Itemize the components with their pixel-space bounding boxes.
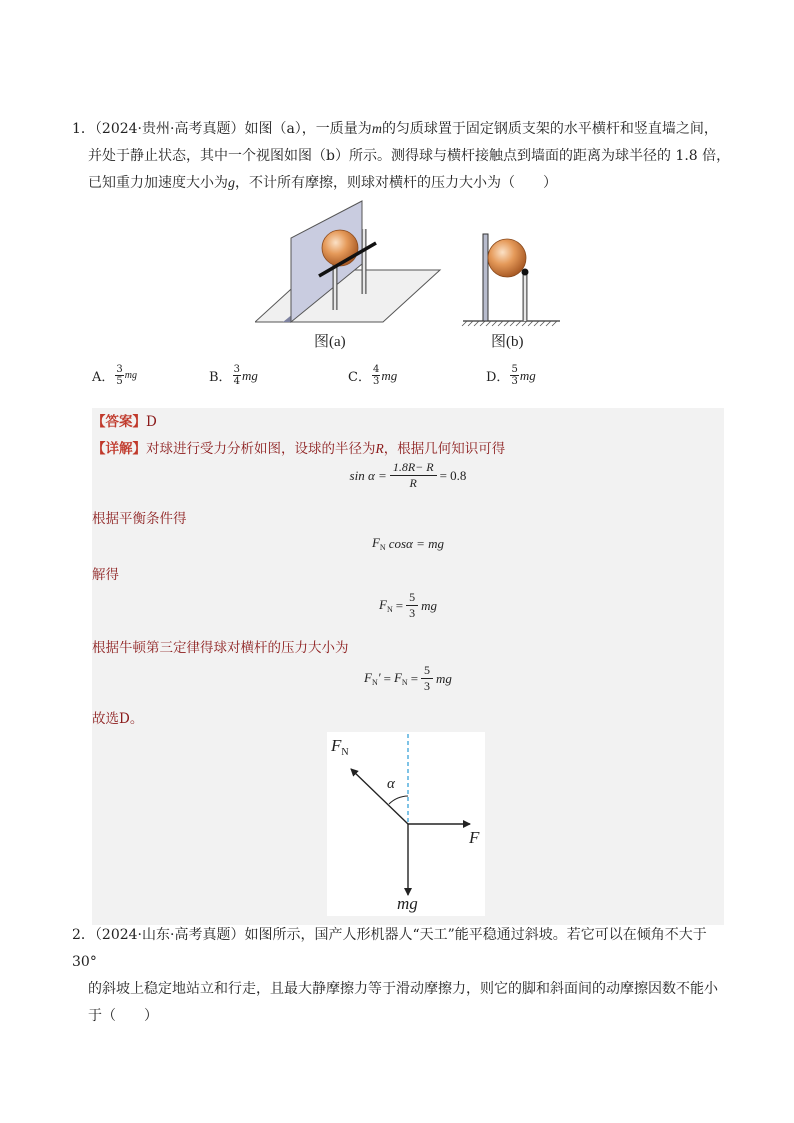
option-a-unit: mg <box>124 370 137 381</box>
detail-tag: 【详解】 <box>92 441 146 457</box>
angle-arc <box>389 796 408 804</box>
label-alpha: α <box>387 776 395 792</box>
option-c-unit: mg <box>381 367 398 383</box>
option-b-unit: mg <box>241 367 258 383</box>
label-fn: $F_N$ <box>331 736 349 758</box>
conclusion: 故选D。 <box>92 711 144 727</box>
label-f: F <box>469 828 480 847</box>
ball-a <box>322 230 358 266</box>
equation-3: $F_N$ = $\frac{5}{3}$ mg <box>379 590 437 620</box>
normal-force-arrow <box>351 769 408 824</box>
step-newton: 根据牛顿第三定律得球对横杆的压力大小为 <box>92 640 349 656</box>
question-1-line-1 <box>72 116 732 143</box>
mass-symbol: m <box>371 122 382 137</box>
question-1-line-2: 并处于静止状态，其中一个视图如图（b）所示。测得球与横杆接触点到墙面的距离为球半径的 1.8 倍， <box>88 148 731 164</box>
ground-hatch <box>462 321 557 326</box>
question-2-source: （2024·山东·高考真题） <box>94 927 245 943</box>
question-2-number: 2． <box>72 927 95 943</box>
answer-value: D <box>146 414 157 430</box>
figure-a-caption: 图(a) <box>314 334 346 350</box>
step-balance: 根据平衡条件得 <box>92 511 187 527</box>
question-1-text-3a: 已知重力加速度大小为 <box>88 175 228 191</box>
step-solve: 解得 <box>92 567 119 583</box>
equation-2: $F_N$ cosα = mg <box>371 535 445 552</box>
gravity-symbol: g <box>228 176 235 191</box>
figure-a <box>255 201 440 322</box>
floor-plane <box>255 270 440 322</box>
figure-a-b-illustration <box>255 196 575 331</box>
force-diagram <box>327 732 485 916</box>
option-b-fraction: $\frac{3}{4}$ <box>233 364 240 387</box>
contact-point <box>522 269 529 276</box>
equation-4: $F_N'$ = $F_N$ = $\frac{5}{3}$ mg <box>364 663 452 693</box>
option-b-label: B． <box>209 370 232 385</box>
question-1-text-1a: 如图（a），一质量为 <box>244 121 372 137</box>
question-1-line-3 <box>72 170 732 197</box>
question-2-line-3: 于（ ） <box>88 1008 158 1024</box>
question-1-source: （2024·贵州·高考真题） <box>94 121 245 137</box>
label-mg: mg <box>397 894 418 913</box>
option-a[interactable] <box>92 364 137 387</box>
detail-line: 【详解】对球进行受力分析如图，设球的半径为R，根据几何知识可得 <box>92 441 506 457</box>
option-a-label: A． <box>92 370 115 385</box>
ball-b <box>488 239 526 277</box>
question-2-text-1: 如图所示，国产人形机器人“天工”能平稳通过斜坡。若它可以在倾角不大于 30° <box>72 927 707 970</box>
option-d-label: D． <box>486 370 510 385</box>
question-1-text-3b: ，不计所有摩擦，则球对横杆的压力大小为（ ） <box>235 175 557 191</box>
option-b[interactable] <box>209 364 258 387</box>
figure-b <box>462 234 560 326</box>
option-c[interactable] <box>348 364 397 387</box>
option-c-fraction: $\frac{4}{3}$ <box>372 364 380 387</box>
option-c-label: C． <box>348 370 371 385</box>
option-d-fraction: $\frac{5}{3}$ <box>511 364 518 387</box>
option-a-fraction: $\frac{3}{5}$ <box>116 364 123 387</box>
question-2-line-1 <box>72 922 732 976</box>
question-1-number: 1． <box>72 121 95 137</box>
figure-b-caption: 图(b) <box>491 334 524 350</box>
question-2-line-2: 的斜坡上稳定地站立和行走，且最大静摩擦力等于滑动摩擦力，则它的脚和斜面间的动摩擦因数不能小 <box>88 981 718 997</box>
equation-1: sin α = $\frac{1.8R- R}{R}$ = 0.8 <box>349 460 467 490</box>
force-diagram-svg <box>327 732 485 916</box>
question-2-text <box>72 922 732 1030</box>
question-1-text <box>72 116 732 197</box>
answer-line <box>92 410 157 430</box>
question-1-options <box>92 364 692 400</box>
radius-symbol: R <box>375 441 384 456</box>
option-d[interactable] <box>486 364 536 387</box>
question-1-figures <box>255 196 575 350</box>
answer-tag: 【答案】 <box>92 414 146 430</box>
question-1-text-1b: 的匀质球置于固定钢质支架的水平横杆和竖直墙之间， <box>381 121 718 137</box>
option-d-unit: mg <box>519 367 536 383</box>
wall-b <box>483 234 488 321</box>
